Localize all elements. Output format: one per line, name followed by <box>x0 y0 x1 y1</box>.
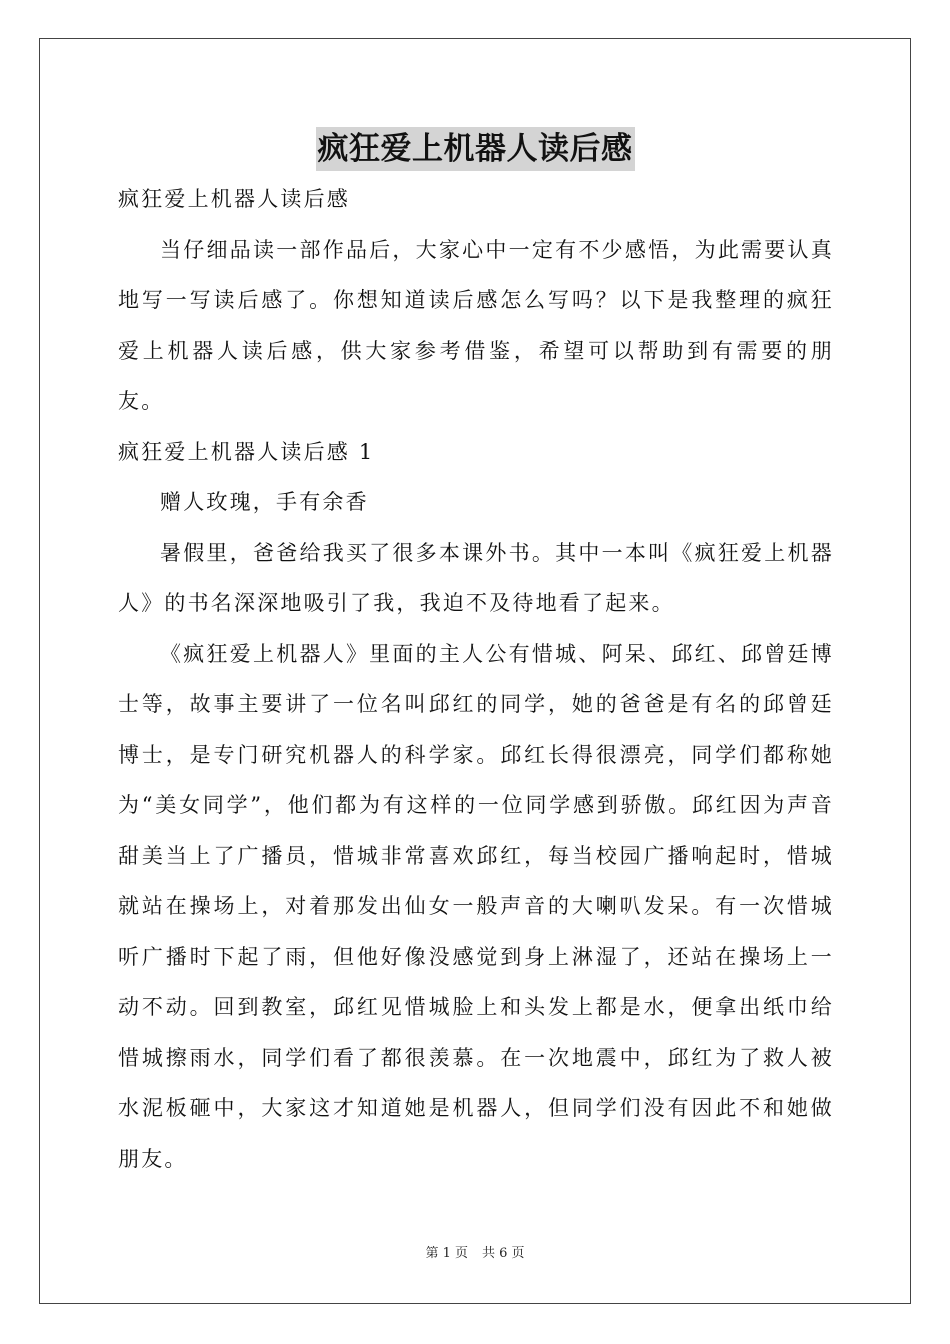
paragraph: 暑假里，爸爸给我买了很多本课外书。其中一本叫《疯狂爱上机器人》的书名深深地吸引了我，我迫不及待地看了起来。 <box>118 540 834 615</box>
document-title-container <box>0 127 950 171</box>
page-total: 共 6 页 <box>482 1246 525 1261</box>
paragraph: 当仔细品读一部作品后，大家心中一定有不少感悟，为此需要认真地写一写读后感了。你想知道读后感怎么写吗？以下是我整理的疯狂爱上机器人读后感，供大家参考借鉴，希望可以帮助到有需要的朋友。 <box>118 237 834 413</box>
section-heading: 疯狂爱上机器人读后感 <box>118 187 350 211</box>
paragraph: 《疯狂爱上机器人》里面的主人公有惜城、阿呆、邱红、邱曾廷博士等，故事主要讲了一位名叫邱红的同学，她的爸爸是有名的邱曾廷博士，是专门研究机器人的科学家。邱红长得很漂亮，同学们都称她为“美女同学”，他们都为有这样的一位同学感到骄傲。邱红因为声音甜美当上了广播员，惜城非常喜欢邱红，每当校园广播响起时，惜城就站在操场上，对着那发出仙女一般声音的大喇叭发呆。有一次惜城听广播时下起了雨，但他好像没感觉到身上淋湿了，还站在操场上一动不动。回到教室，邱红见惜城脸上和头发上都是水，便拿出纸巾给惜城擦雨水，同学们看了都很羡慕。在一次地震中，邱红为了救人被水泥板砸中，大家这才知道她是机器人，但同学们没有因此不和她做朋友。 <box>118 641 834 1171</box>
page-footer <box>0 1245 950 1263</box>
document-title: 疯狂爱上机器人读后感 <box>316 127 635 171</box>
page-number: 第 1 页 <box>425 1246 468 1261</box>
paragraph: 赠人玫瑰，手有余香 <box>160 490 369 514</box>
document-body <box>118 174 834 1184</box>
section-heading: 疯狂爱上机器人读后感 1 <box>118 439 375 464</box>
